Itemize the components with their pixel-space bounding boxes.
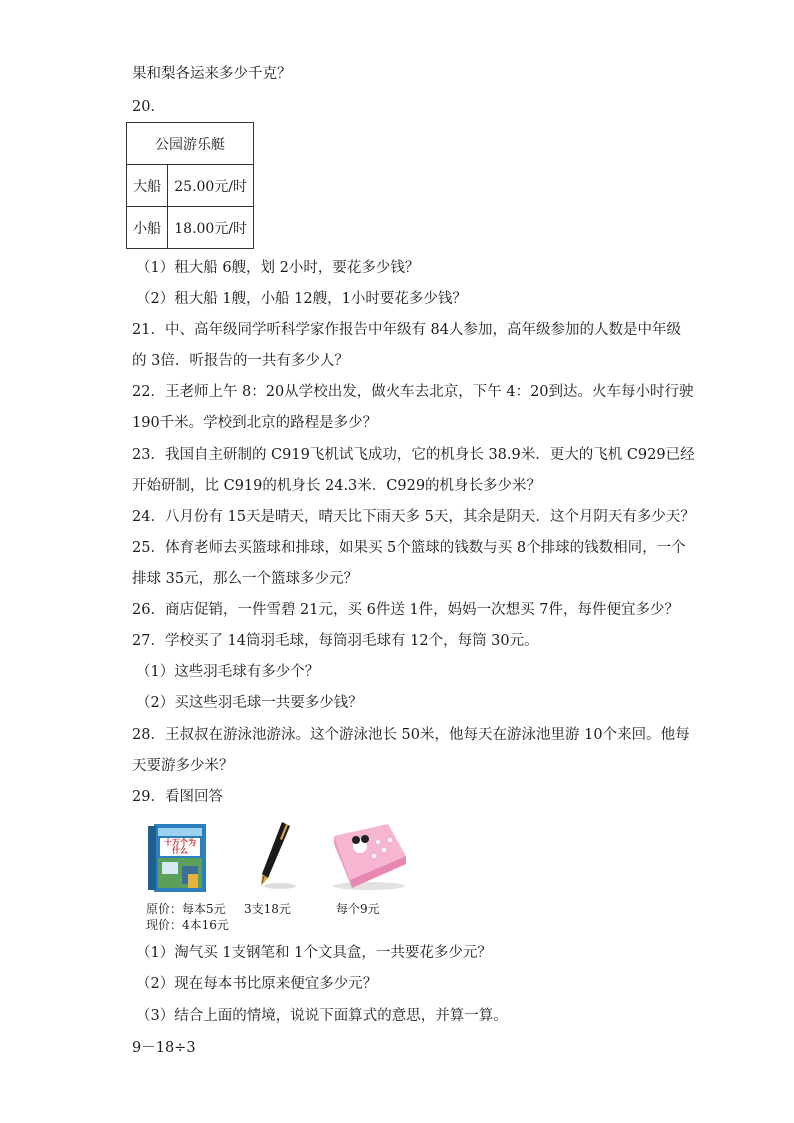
sub-question: （2）租大船 1艘，小船 12艘，1小时要花多少钱？ [136,291,467,307]
question-22-cont: 190千米。学校到北京的路程是多少？ [132,415,378,431]
question-28: 28．王叔叔在游泳池游泳。这个游泳池长 50米，他每天在游泳池里游 10个来回。他每 [132,727,690,743]
pencil-box-image [330,822,408,892]
book-cover-title: 十万个为什么 [164,838,196,855]
question-28-cont: 天要游多少米？ [132,758,234,774]
book-image [148,822,212,894]
table-row [127,207,254,249]
sub-question: （1）淘气买 1支钢笔和 1个文具盒，一共要花多少元？ [136,945,492,961]
question-25: 25．体育老师去买篮球和排球，如果买 5个篮球的钱数与买 8个排球的钱数相同，一个 [132,540,686,556]
question-23: 23．我国自主研制的 C919飞机试飞成功，它的机身长 38.9米．更大的飞机 C929已经 [132,447,695,463]
pencil-box-price: 每个9元 [336,902,380,916]
sub-question: （3）结合上面的情境，说说下面算式的意思，并算一算。 [136,1008,508,1024]
text-line: 果和梨各运来多少千克？ [132,66,292,82]
book-current-price: 现价：4本16元 [146,918,229,932]
question-24: 24．八月份有 15天是晴天，晴天比下雨天多 5天，其余是阴天．这个月阴天有多少天？ [132,509,695,525]
question-25-cont: 排球 35元，那么一个篮球多少元？ [132,571,359,587]
boat-price-large: 25.00元/时 [168,165,254,207]
book-original-price: 原价：每本5元 [146,902,226,916]
question-21: 21．中、高年级同学听科学家作报告中年级有 84人参加，高年级参加的人数是中年级 [132,322,682,338]
sub-question: （2）买这些羽毛球一共要多少钱？ [136,695,363,711]
question-27: 27．学校买了 14筒羽毛球，每筒羽毛球有 12个，每筒 30元。 [132,633,539,649]
boat-price-small: 18.00元/时 [168,207,254,249]
sub-question: （2）现在每本书比原来便宜多少元？ [136,976,378,992]
question-23-cont: 开始研制，比 C919的机身长 24.3米．C929的机身长多少米？ [132,478,542,494]
boat-type-small: 小船 [127,207,168,249]
sub-question: （1）这些羽毛球有多少个？ [136,664,320,680]
boat-type-large: 大船 [127,165,168,207]
pen-price: 3支18元 [244,902,291,916]
table-row [127,165,254,207]
question-21-cont: 的 3倍．听报告的一共有多少人？ [132,353,349,369]
sub-question: （1）租大船 6艘，划 2小时，要花多少钱？ [136,260,420,276]
question-26: 26．商店促销，一件雪碧 21元，买 6件送 1件，妈妈一次想买 7件，每件便宜多少？ [132,602,680,618]
question-number-20: 20． [132,99,165,115]
expression: 9－18÷3 [132,1040,196,1056]
pen-image [252,820,296,892]
boat-price-table [126,122,254,249]
question-22: 22．王老师上午 8：20从学校出发，做火车去北京，下午 4：20到达。火车每小时行驶 [132,384,694,400]
question-29: 29．看图回答 [132,789,223,805]
table-title: 公园游乐艇 [127,123,254,165]
